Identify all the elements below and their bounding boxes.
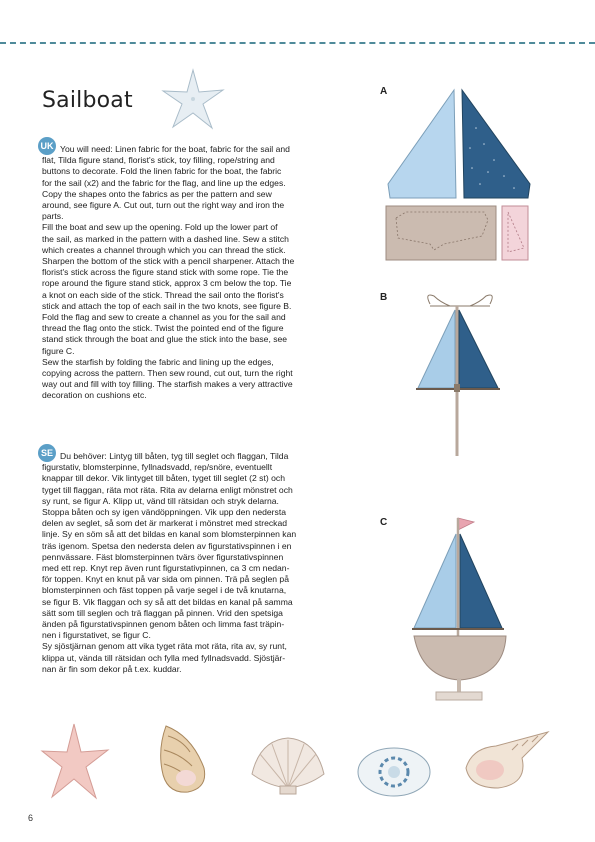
text-line: tyget till flaggan, räta mot räta. Rita av delarna enligt mönstret och (42, 484, 293, 495)
text-line: flat, Tilda figure stand, florist's stick, toy filling, rope/string and (42, 155, 275, 166)
text-line: buttons to decorate. Fold the linen fabric for the boat, the fabric (42, 166, 282, 177)
text-line: Du behöver: Lintyg till båten, tyg till seglet och flaggan, Tilda (60, 451, 289, 461)
text-line: nan är fin som dekor på t.ex. kuddar. (42, 663, 182, 674)
lang-badge-uk: UK (38, 137, 56, 155)
text-line: Fold the flag and sew to create a channel as you for the sail and (42, 312, 286, 323)
text-line: Fill the boat and sew up the opening. Fold up the lower part of (42, 222, 278, 233)
text-line: Sharpen the bottom of the stick with a pencil sharpener. Attach the (42, 256, 295, 267)
text-line: klippa ut, vända till rätsidan och fylla med fyllnadsvadd. Sjöstjär- (42, 652, 286, 663)
text-line: figurstativ, blomsterpinne, fyllnadsvadd, rep/snöre, eventuellt (42, 462, 273, 473)
text-line: decoration on cushions etc. (42, 390, 147, 401)
text-line: rope around the figure stand stick, approx 3 cm below the top. Tie (42, 278, 292, 289)
text-line: sy runt, se figur A. Klipp ut, vänd till rätsidan och stryk delarna. (42, 495, 279, 506)
figure-b-illustration (410, 288, 510, 458)
text-line: Copy the shapes onto the fabrics as per the pattern and sew (42, 188, 272, 199)
figure-b-label: B (380, 292, 388, 303)
starfish-icon (40, 722, 110, 800)
lang-badge-se: SE (38, 444, 56, 462)
figure-a-illustration (384, 88, 532, 268)
text-line: Stoppa båten och sy igen vändöppningen. Vik upp den nedersta (42, 507, 286, 518)
text-line: delen av seglet, så som det är markerat i mönstret med streckad (42, 518, 288, 529)
shell-icon (248, 734, 328, 796)
figure-c-illustration (402, 510, 522, 710)
text-line: around, see figure A. Cut out, turn out the right way and iron the (42, 200, 285, 211)
text-line: the sail, as marked in the pattern with a dashed line. Sew a stitch (42, 233, 289, 244)
top-dashed-divider (0, 42, 595, 44)
text-line: You will need: Linen fabric for the boat, fabric for the sail and (60, 144, 290, 154)
starfish-icon (160, 68, 226, 130)
text-line: copying across the pattern. Then sew round, cut out, turn the right (42, 368, 293, 379)
shell-icon (354, 738, 434, 798)
text-line: blomsterpinnen och fäst toppen på varje segel i de två knutarna, (42, 585, 287, 596)
text-line: änden på figurstativspinnen genom båten och limma fast träpin- (42, 619, 285, 630)
text-line: Sy sjöstjärnan genom att vika tyget räta mot räta, rita av, sy runt, (42, 641, 287, 652)
figure-a-label: A (380, 86, 388, 97)
page-number: 6 (28, 813, 34, 823)
text-line: Sew the starfish by folding the fabric and lining up the edges, (42, 356, 274, 367)
figure-c-label: C (380, 517, 388, 528)
text-line: se figur B. Vik flaggan och sy så att det bildas en kanal på samma (42, 596, 293, 607)
text-line: thread the flag onto the stick. Twist the pointed end of the figure (42, 323, 284, 334)
text-line: florist's stick across the figure stand stick with some rope. Tie the (42, 267, 289, 278)
shell-icon (152, 722, 212, 796)
uk-instructions (42, 144, 327, 402)
text-line: för toppen. Knyt en knut på var sida om pinnen. Trä på seglen på (42, 574, 289, 585)
text-line: nen i figurstativet, se figur C. (42, 630, 151, 641)
text-line: stand stick through the boat and glue the stick into the base, see (42, 334, 288, 345)
text-line: stick and attach the top of each sail in the two knots, see figure B. (42, 300, 292, 311)
text-line: pennvässare. Fäst blomsterpinnen tvärs över figurstativspinnen (42, 551, 284, 562)
text-line: which creates a channel through which you can thread the stick. (42, 244, 286, 255)
text-line: for the sail (x2) and the fabric for the flag, and line up the edges. (42, 177, 286, 188)
text-line: med ett rep. Knyt rep även runt figurstativpinnen, ca 3 cm nedan- (42, 563, 290, 574)
text-line: way out and fill with toy filling. The starfish makes a very attractive (42, 379, 293, 390)
text-line: knappar till dekor. Vik lintyget till båten, tyget till seglet (2 st) och (42, 473, 285, 484)
shell-icon (462, 728, 552, 792)
se-instructions (42, 451, 327, 675)
text-line: figure C. (42, 345, 75, 356)
text-line: träs igenom. Spetsa den nedersta delen av figurstativspinnen i en (42, 540, 292, 551)
page-title: Sailboat (42, 88, 133, 113)
text-line: a knot on each side of the stick. Thread the sail onto the florist's (42, 289, 284, 300)
text-line: linje. Sy en söm så att det bildas en kanal som blomsterpinnen kan (42, 529, 297, 540)
text-line: sätt som till seglen och trä flaggan på pinnen. Vrid den spetsiga (42, 607, 283, 618)
text-line: parts. (42, 211, 64, 222)
